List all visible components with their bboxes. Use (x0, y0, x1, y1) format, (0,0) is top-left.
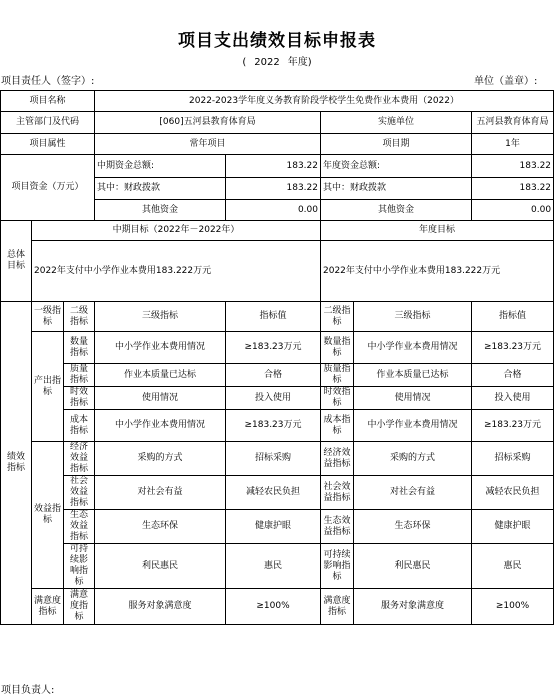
impl-unit-value: 五河县教育体育局 (472, 112, 554, 134)
project-leader-label: 项目负责人: (1, 685, 55, 696)
year-unit: 年度) (287, 57, 312, 68)
year-goal-header: 年度目标 (321, 221, 554, 241)
indicator-l2: 经济效益指标 (64, 442, 95, 476)
indicator-l3: 使用情况 (95, 387, 226, 410)
year-fiscal-value: 183.22 (472, 178, 554, 200)
indicator-l2-year: 满意度指标 (321, 589, 354, 625)
indicator-year-value: 投入使用 (472, 387, 554, 410)
form-title: 项目支出绩效目标申报表 (178, 31, 376, 51)
indicator-l3-year: 使用情况 (354, 387, 472, 410)
indicator-year-value: 合格 (472, 364, 554, 387)
project-name-label: 项目名称 (1, 91, 95, 112)
year-fiscal-label: 其中：财政拨款 (321, 178, 472, 200)
mid-total-label: 中期资金总额: (95, 155, 226, 178)
indicator-l3: 采购的方式 (95, 442, 226, 476)
header-value: 指标值 (226, 302, 321, 332)
mid-other-value: 0.00 (226, 200, 321, 221)
header-l3-year: 三级指标 (354, 302, 472, 332)
indicator-l3-year: 服务对象满意度 (354, 589, 472, 625)
indicator-l2: 社会效益指标 (64, 476, 95, 510)
indicator-l3-year: 利民惠民 (354, 544, 472, 589)
impl-unit-label: 实施单位 (321, 112, 472, 134)
project-period-label: 项目期 (321, 134, 472, 155)
year-other-label: 其他资金 (321, 200, 472, 221)
dept-value: [060]五河县教育体育局 (95, 112, 321, 134)
header-l3: 三级指标 (95, 302, 226, 332)
indicator-l3-year: 对社会有益 (354, 476, 472, 510)
indicator-year-value: 减轻农民负担 (472, 476, 554, 510)
indicator-l2: 成本指标 (64, 410, 95, 442)
indicator-mid-value: 招标采购 (226, 442, 321, 476)
indicator-l2: 质量指标 (64, 364, 95, 387)
indicator-row (1, 589, 554, 625)
mid-fiscal-label: 其中：财政拨款 (95, 178, 226, 200)
indicator-l2-year: 质量指标 (321, 364, 354, 387)
indicator-l3-year: 中小学作业本费用情况 (354, 410, 472, 442)
project-period-value: 1年 (472, 134, 554, 155)
indicator-year-value: 健康护眼 (472, 510, 554, 544)
indicator-l3-year: 作业本质量已达标 (354, 364, 472, 387)
indicator-l3: 生态环保 (95, 510, 226, 544)
header-l2: 二级指标 (64, 302, 95, 332)
overall-goal-label: 总体目标 (1, 221, 32, 302)
indicator-row (1, 510, 554, 544)
mid-other-label: 其他资金 (95, 200, 226, 221)
year-other-value: 0.00 (472, 200, 554, 221)
indicator-l2-year: 数量指标 (321, 332, 354, 364)
indicator-mid-value: 健康护眼 (226, 510, 321, 544)
indicator-l2: 时效指标 (64, 387, 95, 410)
indicator-row (1, 364, 554, 387)
indicator-year-value: 惠民 (472, 544, 554, 589)
indicator-l3: 对社会有益 (95, 476, 226, 510)
dept-label: 主管部门及代码 (1, 112, 95, 134)
indicator-mid-value: 投入使用 (226, 387, 321, 410)
indicator-year-value: ≥183.23万元 (472, 332, 554, 364)
indicator-l3: 中小学作业本费用情况 (95, 410, 226, 442)
project-attr-value: 常年项目 (95, 134, 321, 155)
mid-total-value: 183.22 (226, 155, 321, 178)
indicator-row (1, 387, 554, 410)
header-l1: 一级指标 (32, 302, 64, 332)
indicator-l3: 作业本质量已达标 (95, 364, 226, 387)
indicator-year-value: ≥183.23万元 (472, 410, 554, 442)
indicator-l2: 生态效益指标 (64, 510, 95, 544)
year-open: ( (242, 57, 247, 68)
indicator-l2: 满意度指标 (64, 589, 95, 625)
funds-label: 项目资金（万元） (1, 155, 95, 221)
indicator-row (1, 544, 554, 589)
indicator-l3-year: 中小学作业本费用情况 (354, 332, 472, 364)
indicator-mid-value: ≥183.23万元 (226, 410, 321, 442)
indicator-l3-year: 生态环保 (354, 510, 472, 544)
benefit-indicator-label: 效益指标 (32, 442, 64, 589)
indicator-row (1, 332, 554, 364)
indicator-year-value: ≥100% (472, 589, 554, 625)
indicator-l3-year: 采购的方式 (354, 442, 472, 476)
output-indicator-label: 产出指标 (32, 332, 64, 442)
indicator-year-value: 招标采购 (472, 442, 554, 476)
indicator-mid-value: ≥183.23万元 (226, 332, 321, 364)
year-goal-text: 2022年支付中小学作业本费用183.222万元 (321, 241, 554, 302)
year-total-value: 183.22 (472, 155, 554, 178)
indicator-l2: 可持续影响指标 (64, 544, 95, 589)
mid-goal-header: 中期目标（2022年－2022年） (32, 221, 321, 241)
indicator-l2-year: 成本指标 (321, 410, 354, 442)
year-total-label: 年度资金总额: (321, 155, 472, 178)
indicator-row (1, 442, 554, 476)
indicator-mid-value: ≥100% (226, 589, 321, 625)
indicator-mid-value: 减轻农民负担 (226, 476, 321, 510)
indicator-row (1, 476, 554, 510)
indicator-l2-year: 社会效益指标 (321, 476, 354, 510)
project-attr-label: 项目属性 (1, 134, 95, 155)
form-table (0, 90, 554, 625)
project-name-value: 2022-2023学年度义务教育阶段学校学生免费作业本费用（2022） (95, 91, 554, 112)
indicator-mid-value: 合格 (226, 364, 321, 387)
perf-indicator-label: 绩效指标 (1, 302, 32, 625)
responsible-person-label: 项目责任人（签字）: (1, 76, 95, 87)
indicator-l2-year: 生态效益指标 (321, 510, 354, 544)
unit-seal-label: 单位（盖章）: (474, 76, 538, 87)
indicator-l2-year: 时效指标 (321, 387, 354, 410)
header-l2-year: 二级指标 (321, 302, 354, 332)
indicator-l2-year: 经济效益指标 (321, 442, 354, 476)
indicator-l3: 利民惠民 (95, 544, 226, 589)
year-line (0, 53, 554, 68)
mid-fiscal-value: 183.22 (226, 178, 321, 200)
indicator-l2: 数量指标 (64, 332, 95, 364)
indicator-l3: 服务对象满意度 (95, 589, 226, 625)
year-value: 2022 (254, 57, 280, 68)
header-value-year: 指标值 (472, 302, 554, 332)
indicator-mid-value: 惠民 (226, 544, 321, 589)
indicator-l2-year: 可持续影响指标 (321, 544, 354, 589)
indicator-l3: 中小学作业本费用情况 (95, 332, 226, 364)
indicator-row (1, 410, 554, 442)
satisfaction-indicator-label: 满意度指标 (32, 589, 64, 625)
mid-goal-text: 2022年支付中小学作业本费用183.222万元 (32, 241, 321, 302)
